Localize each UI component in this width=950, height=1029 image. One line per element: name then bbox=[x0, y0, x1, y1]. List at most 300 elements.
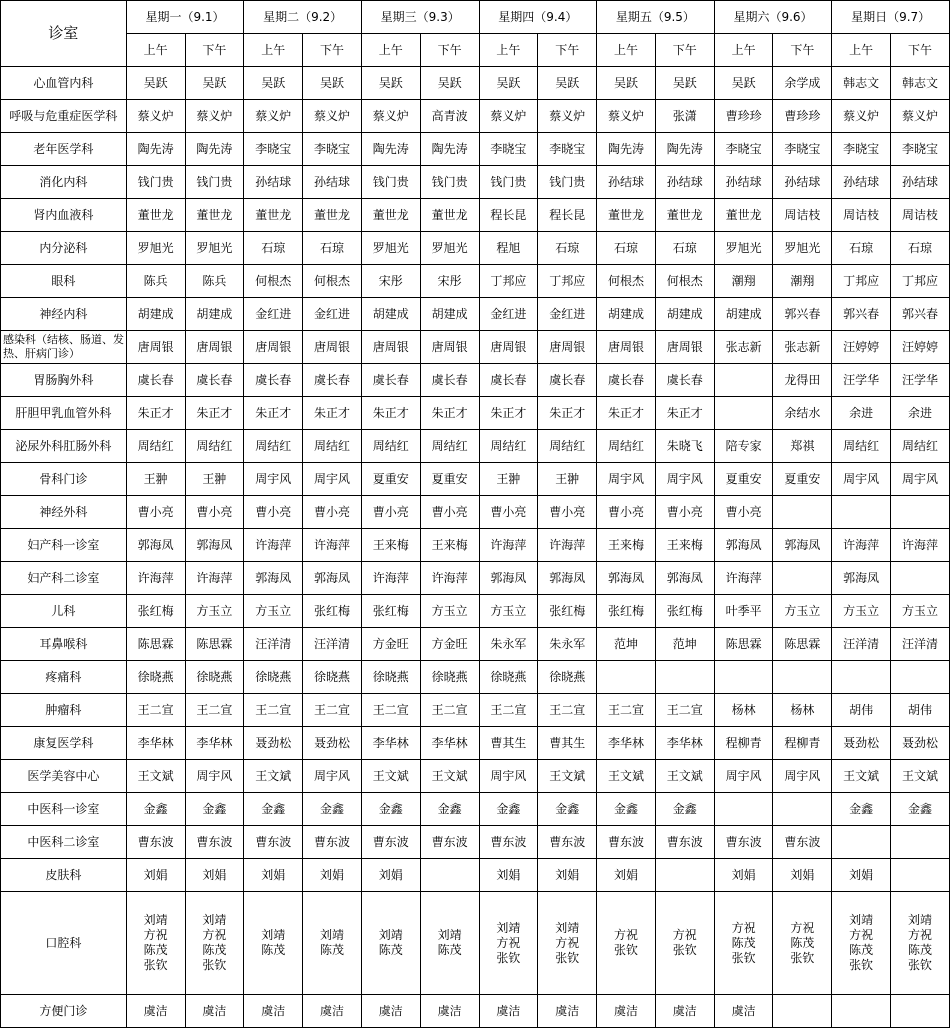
am-doctor-cell: 陶先涛 bbox=[361, 133, 420, 166]
am-doctor-cell bbox=[714, 793, 773, 826]
pm-doctor-cell: 丁邦应 bbox=[538, 265, 597, 298]
pm-doctor-cell: 刘靖 方祝 陈茂 张钦 bbox=[185, 892, 244, 995]
pm-doctor-cell: 朱永军 bbox=[538, 628, 597, 661]
department-name: 消化内科 bbox=[1, 166, 127, 199]
pm-doctor-cell: 杨林 bbox=[773, 694, 832, 727]
am-doctor-cell bbox=[832, 661, 891, 694]
am-doctor-cell: 郭海凤 bbox=[244, 562, 303, 595]
pm-doctor-cell: 虞洁 bbox=[655, 995, 714, 1028]
schedule-row bbox=[1, 859, 950, 892]
am-doctor-cell: 余进 bbox=[832, 397, 891, 430]
pm-doctor-cell: 周宇风 bbox=[303, 463, 362, 496]
am-doctor-cell: 虞洁 bbox=[126, 995, 185, 1028]
am-doctor-cell: 汪洋清 bbox=[832, 628, 891, 661]
am-doctor-cell: 金鑫 bbox=[597, 793, 656, 826]
pm-doctor-cell: 韩志文 bbox=[891, 67, 950, 100]
am-doctor-cell: 董世龙 bbox=[597, 199, 656, 232]
am-doctor-cell: 程柳青 bbox=[714, 727, 773, 760]
schedule-row bbox=[1, 199, 950, 232]
am-doctor-cell: 曹珍珍 bbox=[714, 100, 773, 133]
am-doctor-cell: 曹东波 bbox=[126, 826, 185, 859]
am-doctor-cell: 曹其生 bbox=[479, 727, 538, 760]
pm-doctor-cell: 周结红 bbox=[185, 430, 244, 463]
pm-doctor-cell: 周诘枝 bbox=[891, 199, 950, 232]
am-doctor-cell: 吴跃 bbox=[244, 67, 303, 100]
am-doctor-cell: 蔡义炉 bbox=[126, 100, 185, 133]
am-doctor-cell: 周结红 bbox=[597, 430, 656, 463]
am-doctor-cell: 刘娟 bbox=[479, 859, 538, 892]
department-name: 口腔科 bbox=[1, 892, 127, 995]
schedule-row bbox=[1, 628, 950, 661]
schedule-row bbox=[1, 430, 950, 463]
am-doctor-cell: 王来梅 bbox=[361, 529, 420, 562]
pm-doctor-cell: 周宇风 bbox=[773, 760, 832, 793]
pm-doctor-cell: 吴跃 bbox=[303, 67, 362, 100]
pm-doctor-cell: 蔡义炉 bbox=[538, 100, 597, 133]
pm-doctor-cell: 董世龙 bbox=[420, 199, 479, 232]
am-doctor-cell: 杨林 bbox=[714, 694, 773, 727]
am-doctor-cell: 唐周银 bbox=[126, 331, 185, 364]
am-header: 上午 bbox=[361, 34, 420, 67]
am-doctor-cell: 金鑫 bbox=[361, 793, 420, 826]
am-doctor-cell: 刘娟 bbox=[714, 859, 773, 892]
am-doctor-cell: 王翀 bbox=[126, 463, 185, 496]
am-doctor-cell: 王来梅 bbox=[597, 529, 656, 562]
pm-doctor-cell: 唐周银 bbox=[655, 331, 714, 364]
pm-doctor-cell: 曹珍珍 bbox=[773, 100, 832, 133]
am-doctor-cell: 虞洁 bbox=[244, 995, 303, 1028]
pm-doctor-cell: 孙结球 bbox=[891, 166, 950, 199]
am-doctor-cell: 丁邦应 bbox=[832, 265, 891, 298]
pm-doctor-cell: 王文斌 bbox=[891, 760, 950, 793]
am-doctor-cell: 王二宣 bbox=[361, 694, 420, 727]
am-doctor-cell: 郭兴春 bbox=[832, 298, 891, 331]
am-doctor-cell: 何根杰 bbox=[597, 265, 656, 298]
am-doctor-cell: 唐周银 bbox=[361, 331, 420, 364]
day-header-row bbox=[1, 1, 950, 34]
pm-doctor-cell: 王二宣 bbox=[538, 694, 597, 727]
am-doctor-cell: 石琼 bbox=[597, 232, 656, 265]
pm-doctor-cell: 周宇风 bbox=[891, 463, 950, 496]
am-doctor-cell: 罗旭光 bbox=[714, 232, 773, 265]
am-doctor-cell: 周结红 bbox=[244, 430, 303, 463]
am-doctor-cell: 王文斌 bbox=[832, 760, 891, 793]
am-doctor-cell: 汪学华 bbox=[832, 364, 891, 397]
am-doctor-cell: 孙结球 bbox=[714, 166, 773, 199]
am-doctor-cell: 汪婷婷 bbox=[832, 331, 891, 364]
am-doctor-cell: 方玉立 bbox=[244, 595, 303, 628]
department-name: 妇产科二诊室 bbox=[1, 562, 127, 595]
pm-doctor-cell bbox=[773, 496, 832, 529]
am-doctor-cell: 周结红 bbox=[126, 430, 185, 463]
am-doctor-cell: 张红梅 bbox=[361, 595, 420, 628]
pm-doctor-cell: 徐晓燕 bbox=[303, 661, 362, 694]
pm-doctor-cell: 曹东波 bbox=[773, 826, 832, 859]
am-doctor-cell: 周宇风 bbox=[244, 463, 303, 496]
pm-doctor-cell: 陈思霖 bbox=[185, 628, 244, 661]
am-doctor-cell: 徐晓燕 bbox=[244, 661, 303, 694]
pm-doctor-cell: 陈思霖 bbox=[773, 628, 832, 661]
am-doctor-cell: 陶先涛 bbox=[126, 133, 185, 166]
am-doctor-cell: 金鑫 bbox=[832, 793, 891, 826]
department-name: 儿科 bbox=[1, 595, 127, 628]
am-doctor-cell: 虞长春 bbox=[244, 364, 303, 397]
am-doctor-cell: 石琼 bbox=[244, 232, 303, 265]
department-name: 感染科（结核、肠道、发热、肝病门诊） bbox=[1, 331, 127, 364]
pm-doctor-cell: 张潇 bbox=[655, 100, 714, 133]
schedule-row bbox=[1, 232, 950, 265]
schedule-row bbox=[1, 760, 950, 793]
am-doctor-cell: 方祝 陈茂 张钦 bbox=[714, 892, 773, 995]
pm-doctor-cell: 王二宣 bbox=[303, 694, 362, 727]
pm-doctor-cell: 张红梅 bbox=[538, 595, 597, 628]
department-name: 中医科二诊室 bbox=[1, 826, 127, 859]
am-header: 上午 bbox=[479, 34, 538, 67]
am-doctor-cell: 周结红 bbox=[832, 430, 891, 463]
pm-doctor-cell: 曹东波 bbox=[538, 826, 597, 859]
am-doctor-cell: 石琼 bbox=[832, 232, 891, 265]
schedule-row bbox=[1, 892, 950, 995]
am-doctor-cell: 金鑫 bbox=[244, 793, 303, 826]
pm-doctor-cell: 刘娟 bbox=[303, 859, 362, 892]
pm-doctor-cell: 曹东波 bbox=[303, 826, 362, 859]
pm-doctor-cell: 唐周银 bbox=[420, 331, 479, 364]
pm-doctor-cell: 余进 bbox=[891, 397, 950, 430]
schedule-row bbox=[1, 463, 950, 496]
am-doctor-cell: 刘靖 方祝 陈茂 张钦 bbox=[832, 892, 891, 995]
schedule-row bbox=[1, 529, 950, 562]
am-doctor-cell: 王二宣 bbox=[244, 694, 303, 727]
pm-doctor-cell: 周诘枝 bbox=[773, 199, 832, 232]
pm-doctor-cell: 曹小亮 bbox=[655, 496, 714, 529]
am-doctor-cell: 孙结球 bbox=[244, 166, 303, 199]
schedule-row bbox=[1, 562, 950, 595]
schedule-row bbox=[1, 265, 950, 298]
pm-doctor-cell: 方祝 张钦 bbox=[655, 892, 714, 995]
pm-doctor-cell: 李晓宝 bbox=[538, 133, 597, 166]
am-doctor-cell: 曹小亮 bbox=[597, 496, 656, 529]
pm-doctor-cell: 虞长春 bbox=[185, 364, 244, 397]
am-doctor-cell: 张志新 bbox=[714, 331, 773, 364]
pm-doctor-cell: 丁邦应 bbox=[891, 265, 950, 298]
am-doctor-cell: 陈思霖 bbox=[126, 628, 185, 661]
am-header: 上午 bbox=[126, 34, 185, 67]
am-header: 上午 bbox=[244, 34, 303, 67]
pm-doctor-cell: 虞长春 bbox=[420, 364, 479, 397]
pm-doctor-cell: 石琼 bbox=[655, 232, 714, 265]
pm-header: 下午 bbox=[303, 34, 362, 67]
department-name: 胃肠胸外科 bbox=[1, 364, 127, 397]
am-doctor-cell: 许海萍 bbox=[361, 562, 420, 595]
pm-doctor-cell: 徐晓燕 bbox=[185, 661, 244, 694]
am-doctor-cell: 张红梅 bbox=[126, 595, 185, 628]
department-name: 神经内科 bbox=[1, 298, 127, 331]
pm-doctor-cell: 虞洁 bbox=[185, 995, 244, 1028]
pm-doctor-cell: 孙结球 bbox=[773, 166, 832, 199]
pm-doctor-cell: 吴跃 bbox=[420, 67, 479, 100]
am-doctor-cell: 刘靖 方祝 张钦 bbox=[479, 892, 538, 995]
pm-doctor-cell bbox=[891, 995, 950, 1028]
pm-doctor-cell: 周宇风 bbox=[185, 760, 244, 793]
pm-doctor-cell: 蔡义炉 bbox=[891, 100, 950, 133]
am-doctor-cell: 郭海凤 bbox=[714, 529, 773, 562]
am-doctor-cell: 曹东波 bbox=[597, 826, 656, 859]
am-doctor-cell: 虞洁 bbox=[479, 995, 538, 1028]
pm-doctor-cell: 郭兴春 bbox=[891, 298, 950, 331]
pm-doctor-cell: 朱晓飞 bbox=[655, 430, 714, 463]
am-doctor-cell: 虞长春 bbox=[361, 364, 420, 397]
pm-doctor-cell bbox=[891, 859, 950, 892]
am-doctor-cell: 吴跃 bbox=[361, 67, 420, 100]
pm-doctor-cell: 罗旭光 bbox=[185, 232, 244, 265]
department-name: 心血管内科 bbox=[1, 67, 127, 100]
pm-doctor-cell: 龙得田 bbox=[773, 364, 832, 397]
pm-doctor-cell: 钱门贵 bbox=[538, 166, 597, 199]
department-name: 疼痛科 bbox=[1, 661, 127, 694]
am-doctor-cell: 金红进 bbox=[479, 298, 538, 331]
am-doctor-cell: 刘娟 bbox=[361, 859, 420, 892]
schedule-row bbox=[1, 496, 950, 529]
pm-doctor-cell: 朱正才 bbox=[538, 397, 597, 430]
am-doctor-cell: 周宇风 bbox=[479, 760, 538, 793]
am-doctor-cell bbox=[714, 397, 773, 430]
am-doctor-cell: 朱正才 bbox=[597, 397, 656, 430]
pm-doctor-cell: 吴跃 bbox=[538, 67, 597, 100]
am-doctor-cell: 王文斌 bbox=[126, 760, 185, 793]
am-doctor-cell: 王二宣 bbox=[479, 694, 538, 727]
am-doctor-cell: 宋彤 bbox=[361, 265, 420, 298]
pm-doctor-cell: 金鑫 bbox=[185, 793, 244, 826]
pm-doctor-cell: 胡伟 bbox=[891, 694, 950, 727]
pm-doctor-cell: 周宇风 bbox=[303, 760, 362, 793]
am-doctor-cell: 许海萍 bbox=[244, 529, 303, 562]
pm-header: 下午 bbox=[773, 34, 832, 67]
department-name: 妇产科一诊室 bbox=[1, 529, 127, 562]
am-doctor-cell: 许海萍 bbox=[832, 529, 891, 562]
am-doctor-cell: 周宇风 bbox=[714, 760, 773, 793]
schedule-row bbox=[1, 166, 950, 199]
am-doctor-cell: 汪洋清 bbox=[244, 628, 303, 661]
pm-doctor-cell: 唐周银 bbox=[303, 331, 362, 364]
am-doctor-cell: 曹小亮 bbox=[714, 496, 773, 529]
am-doctor-cell: 周宇风 bbox=[597, 463, 656, 496]
am-doctor-cell: 唐周银 bbox=[479, 331, 538, 364]
pm-doctor-cell: 汪婷婷 bbox=[891, 331, 950, 364]
pm-header: 下午 bbox=[538, 34, 597, 67]
pm-doctor-cell: 钱门贵 bbox=[185, 166, 244, 199]
pm-doctor-cell: 蔡义炉 bbox=[303, 100, 362, 133]
pm-doctor-cell: 余学成 bbox=[773, 67, 832, 100]
department-name: 中医科一诊室 bbox=[1, 793, 127, 826]
am-doctor-cell: 钱门贵 bbox=[361, 166, 420, 199]
am-doctor-cell: 陶先涛 bbox=[597, 133, 656, 166]
am-doctor-cell: 曹东波 bbox=[361, 826, 420, 859]
am-doctor-cell: 曹小亮 bbox=[126, 496, 185, 529]
pm-doctor-cell: 张红梅 bbox=[303, 595, 362, 628]
day-header: 星期四（9.4） bbox=[479, 1, 597, 34]
department-name: 肿瘤科 bbox=[1, 694, 127, 727]
am-doctor-cell: 方祝 张钦 bbox=[597, 892, 656, 995]
am-doctor-cell: 刘娟 bbox=[244, 859, 303, 892]
pm-doctor-cell: 董世龙 bbox=[185, 199, 244, 232]
am-doctor-cell: 郭海凤 bbox=[126, 529, 185, 562]
pm-doctor-cell: 董世龙 bbox=[655, 199, 714, 232]
schedule-row bbox=[1, 397, 950, 430]
pm-doctor-cell: 朱正才 bbox=[420, 397, 479, 430]
pm-doctor-cell bbox=[773, 661, 832, 694]
am-doctor-cell: 王二宣 bbox=[126, 694, 185, 727]
am-doctor-cell: 虞长春 bbox=[597, 364, 656, 397]
am-doctor-cell: 金鑫 bbox=[479, 793, 538, 826]
am-doctor-cell: 夏重安 bbox=[714, 463, 773, 496]
pm-doctor-cell: 许海萍 bbox=[303, 529, 362, 562]
pm-doctor-cell: 程长昆 bbox=[538, 199, 597, 232]
department-name: 肝胆甲乳血管外科 bbox=[1, 397, 127, 430]
pm-doctor-cell: 王二宣 bbox=[185, 694, 244, 727]
am-doctor-cell: 徐晓燕 bbox=[126, 661, 185, 694]
am-doctor-cell: 朱正才 bbox=[244, 397, 303, 430]
pm-doctor-cell: 聂劲松 bbox=[303, 727, 362, 760]
pm-doctor-cell: 石琼 bbox=[538, 232, 597, 265]
pm-doctor-cell: 孙结球 bbox=[655, 166, 714, 199]
pm-doctor-cell: 夏重安 bbox=[420, 463, 479, 496]
am-doctor-cell: 陪专家 bbox=[714, 430, 773, 463]
schedule-row bbox=[1, 793, 950, 826]
am-doctor-cell: 胡建成 bbox=[361, 298, 420, 331]
am-doctor-cell bbox=[714, 661, 773, 694]
pm-doctor-cell: 王翀 bbox=[538, 463, 597, 496]
pm-doctor-cell: 陈兵 bbox=[185, 265, 244, 298]
pm-doctor-cell: 范坤 bbox=[655, 628, 714, 661]
am-doctor-cell: 范坤 bbox=[597, 628, 656, 661]
pm-doctor-cell: 金红进 bbox=[303, 298, 362, 331]
pm-doctor-cell: 许海萍 bbox=[891, 529, 950, 562]
am-doctor-cell: 朱永军 bbox=[479, 628, 538, 661]
am-header: 上午 bbox=[597, 34, 656, 67]
am-doctor-cell: 聂劲松 bbox=[244, 727, 303, 760]
am-doctor-cell: 刘娟 bbox=[832, 859, 891, 892]
pm-doctor-cell: 徐晓燕 bbox=[420, 661, 479, 694]
schedule-row bbox=[1, 995, 950, 1028]
pm-doctor-cell: 聂劲松 bbox=[891, 727, 950, 760]
pm-doctor-cell: 郑祺 bbox=[773, 430, 832, 463]
pm-doctor-cell: 王文斌 bbox=[655, 760, 714, 793]
pm-doctor-cell: 胡建成 bbox=[185, 298, 244, 331]
am-doctor-cell: 韩志文 bbox=[832, 67, 891, 100]
pm-doctor-cell bbox=[891, 661, 950, 694]
am-doctor-cell: 周宇风 bbox=[832, 463, 891, 496]
pm-doctor-cell: 徐晓燕 bbox=[538, 661, 597, 694]
pm-doctor-cell: 王来梅 bbox=[655, 529, 714, 562]
pm-doctor-cell: 金鑫 bbox=[303, 793, 362, 826]
am-doctor-cell: 许海萍 bbox=[479, 529, 538, 562]
pm-doctor-cell: 方祝 陈茂 张钦 bbox=[773, 892, 832, 995]
pm-doctor-cell: 汪学华 bbox=[891, 364, 950, 397]
am-doctor-cell: 虞洁 bbox=[714, 995, 773, 1028]
department-name: 方便门诊 bbox=[1, 995, 127, 1028]
pm-doctor-cell: 曹东波 bbox=[185, 826, 244, 859]
pm-doctor-cell: 虞长春 bbox=[303, 364, 362, 397]
pm-doctor-cell: 董世龙 bbox=[303, 199, 362, 232]
am-doctor-cell: 王翀 bbox=[479, 463, 538, 496]
am-doctor-cell: 胡建成 bbox=[597, 298, 656, 331]
am-doctor-cell: 罗旭光 bbox=[126, 232, 185, 265]
am-doctor-cell: 虞洁 bbox=[597, 995, 656, 1028]
am-doctor-cell: 陈思霖 bbox=[714, 628, 773, 661]
pm-doctor-cell: 方金旺 bbox=[420, 628, 479, 661]
am-doctor-cell: 曹东波 bbox=[244, 826, 303, 859]
am-doctor-cell: 方玉立 bbox=[479, 595, 538, 628]
pm-doctor-cell: 张红梅 bbox=[655, 595, 714, 628]
pm-doctor-cell: 刘靖 方祝 张钦 bbox=[538, 892, 597, 995]
am-doctor-cell: 虞长春 bbox=[126, 364, 185, 397]
pm-doctor-cell: 潮翔 bbox=[773, 265, 832, 298]
am-doctor-cell: 刘靖 陈茂 bbox=[361, 892, 420, 995]
schedule-row bbox=[1, 595, 950, 628]
am-doctor-cell: 李晓宝 bbox=[832, 133, 891, 166]
am-doctor-cell bbox=[832, 995, 891, 1028]
pm-doctor-cell: 吴跃 bbox=[655, 67, 714, 100]
am-doctor-cell: 徐晓燕 bbox=[479, 661, 538, 694]
schedule-row bbox=[1, 331, 950, 364]
am-doctor-cell: 罗旭光 bbox=[361, 232, 420, 265]
am-doctor-cell: 孙结球 bbox=[832, 166, 891, 199]
day-header: 星期一（9.1） bbox=[126, 1, 244, 34]
pm-doctor-cell: 李晓宝 bbox=[773, 133, 832, 166]
pm-doctor-cell: 王二宣 bbox=[655, 694, 714, 727]
schedule-row bbox=[1, 298, 950, 331]
department-name: 皮肤科 bbox=[1, 859, 127, 892]
pm-doctor-cell: 曹小亮 bbox=[420, 496, 479, 529]
am-doctor-cell: 朱正才 bbox=[361, 397, 420, 430]
pm-doctor-cell: 李华林 bbox=[420, 727, 479, 760]
am-doctor-cell: 李华林 bbox=[361, 727, 420, 760]
pm-doctor-cell: 李晓宝 bbox=[303, 133, 362, 166]
am-doctor-cell: 刘娟 bbox=[597, 859, 656, 892]
pm-doctor-cell: 何根杰 bbox=[655, 265, 714, 298]
am-doctor-cell: 王文斌 bbox=[597, 760, 656, 793]
pm-doctor-cell: 汪洋清 bbox=[303, 628, 362, 661]
am-doctor-cell: 叶季平 bbox=[714, 595, 773, 628]
schedule-row bbox=[1, 364, 950, 397]
am-doctor-cell: 周结红 bbox=[479, 430, 538, 463]
pm-doctor-cell: 金鑫 bbox=[420, 793, 479, 826]
am-doctor-cell: 董世龙 bbox=[361, 199, 420, 232]
pm-doctor-cell: 钱门贵 bbox=[420, 166, 479, 199]
pm-doctor-cell: 刘靖 方祝 陈茂 张钦 bbox=[891, 892, 950, 995]
pm-doctor-cell: 吴跃 bbox=[185, 67, 244, 100]
am-doctor-cell: 蔡义炉 bbox=[361, 100, 420, 133]
pm-doctor-cell: 宋彤 bbox=[420, 265, 479, 298]
pm-doctor-cell bbox=[420, 859, 479, 892]
pm-header: 下午 bbox=[420, 34, 479, 67]
pm-doctor-cell: 高青波 bbox=[420, 100, 479, 133]
pm-doctor-cell: 曹小亮 bbox=[538, 496, 597, 529]
pm-doctor-cell: 陶先涛 bbox=[655, 133, 714, 166]
pm-doctor-cell: 唐周银 bbox=[538, 331, 597, 364]
pm-header: 下午 bbox=[655, 34, 714, 67]
department-name: 泌尿外科肛肠外科 bbox=[1, 430, 127, 463]
am-doctor-cell: 郭海凤 bbox=[479, 562, 538, 595]
am-doctor-cell: 潮翔 bbox=[714, 265, 773, 298]
am-doctor-cell: 蔡义炉 bbox=[832, 100, 891, 133]
am-doctor-cell: 郭海凤 bbox=[832, 562, 891, 595]
pm-doctor-cell: 王二宣 bbox=[420, 694, 479, 727]
day-header: 星期三（9.3） bbox=[361, 1, 479, 34]
department-name: 骨科门诊 bbox=[1, 463, 127, 496]
pm-doctor-cell: 何根杰 bbox=[303, 265, 362, 298]
pm-doctor-cell: 曹其生 bbox=[538, 727, 597, 760]
